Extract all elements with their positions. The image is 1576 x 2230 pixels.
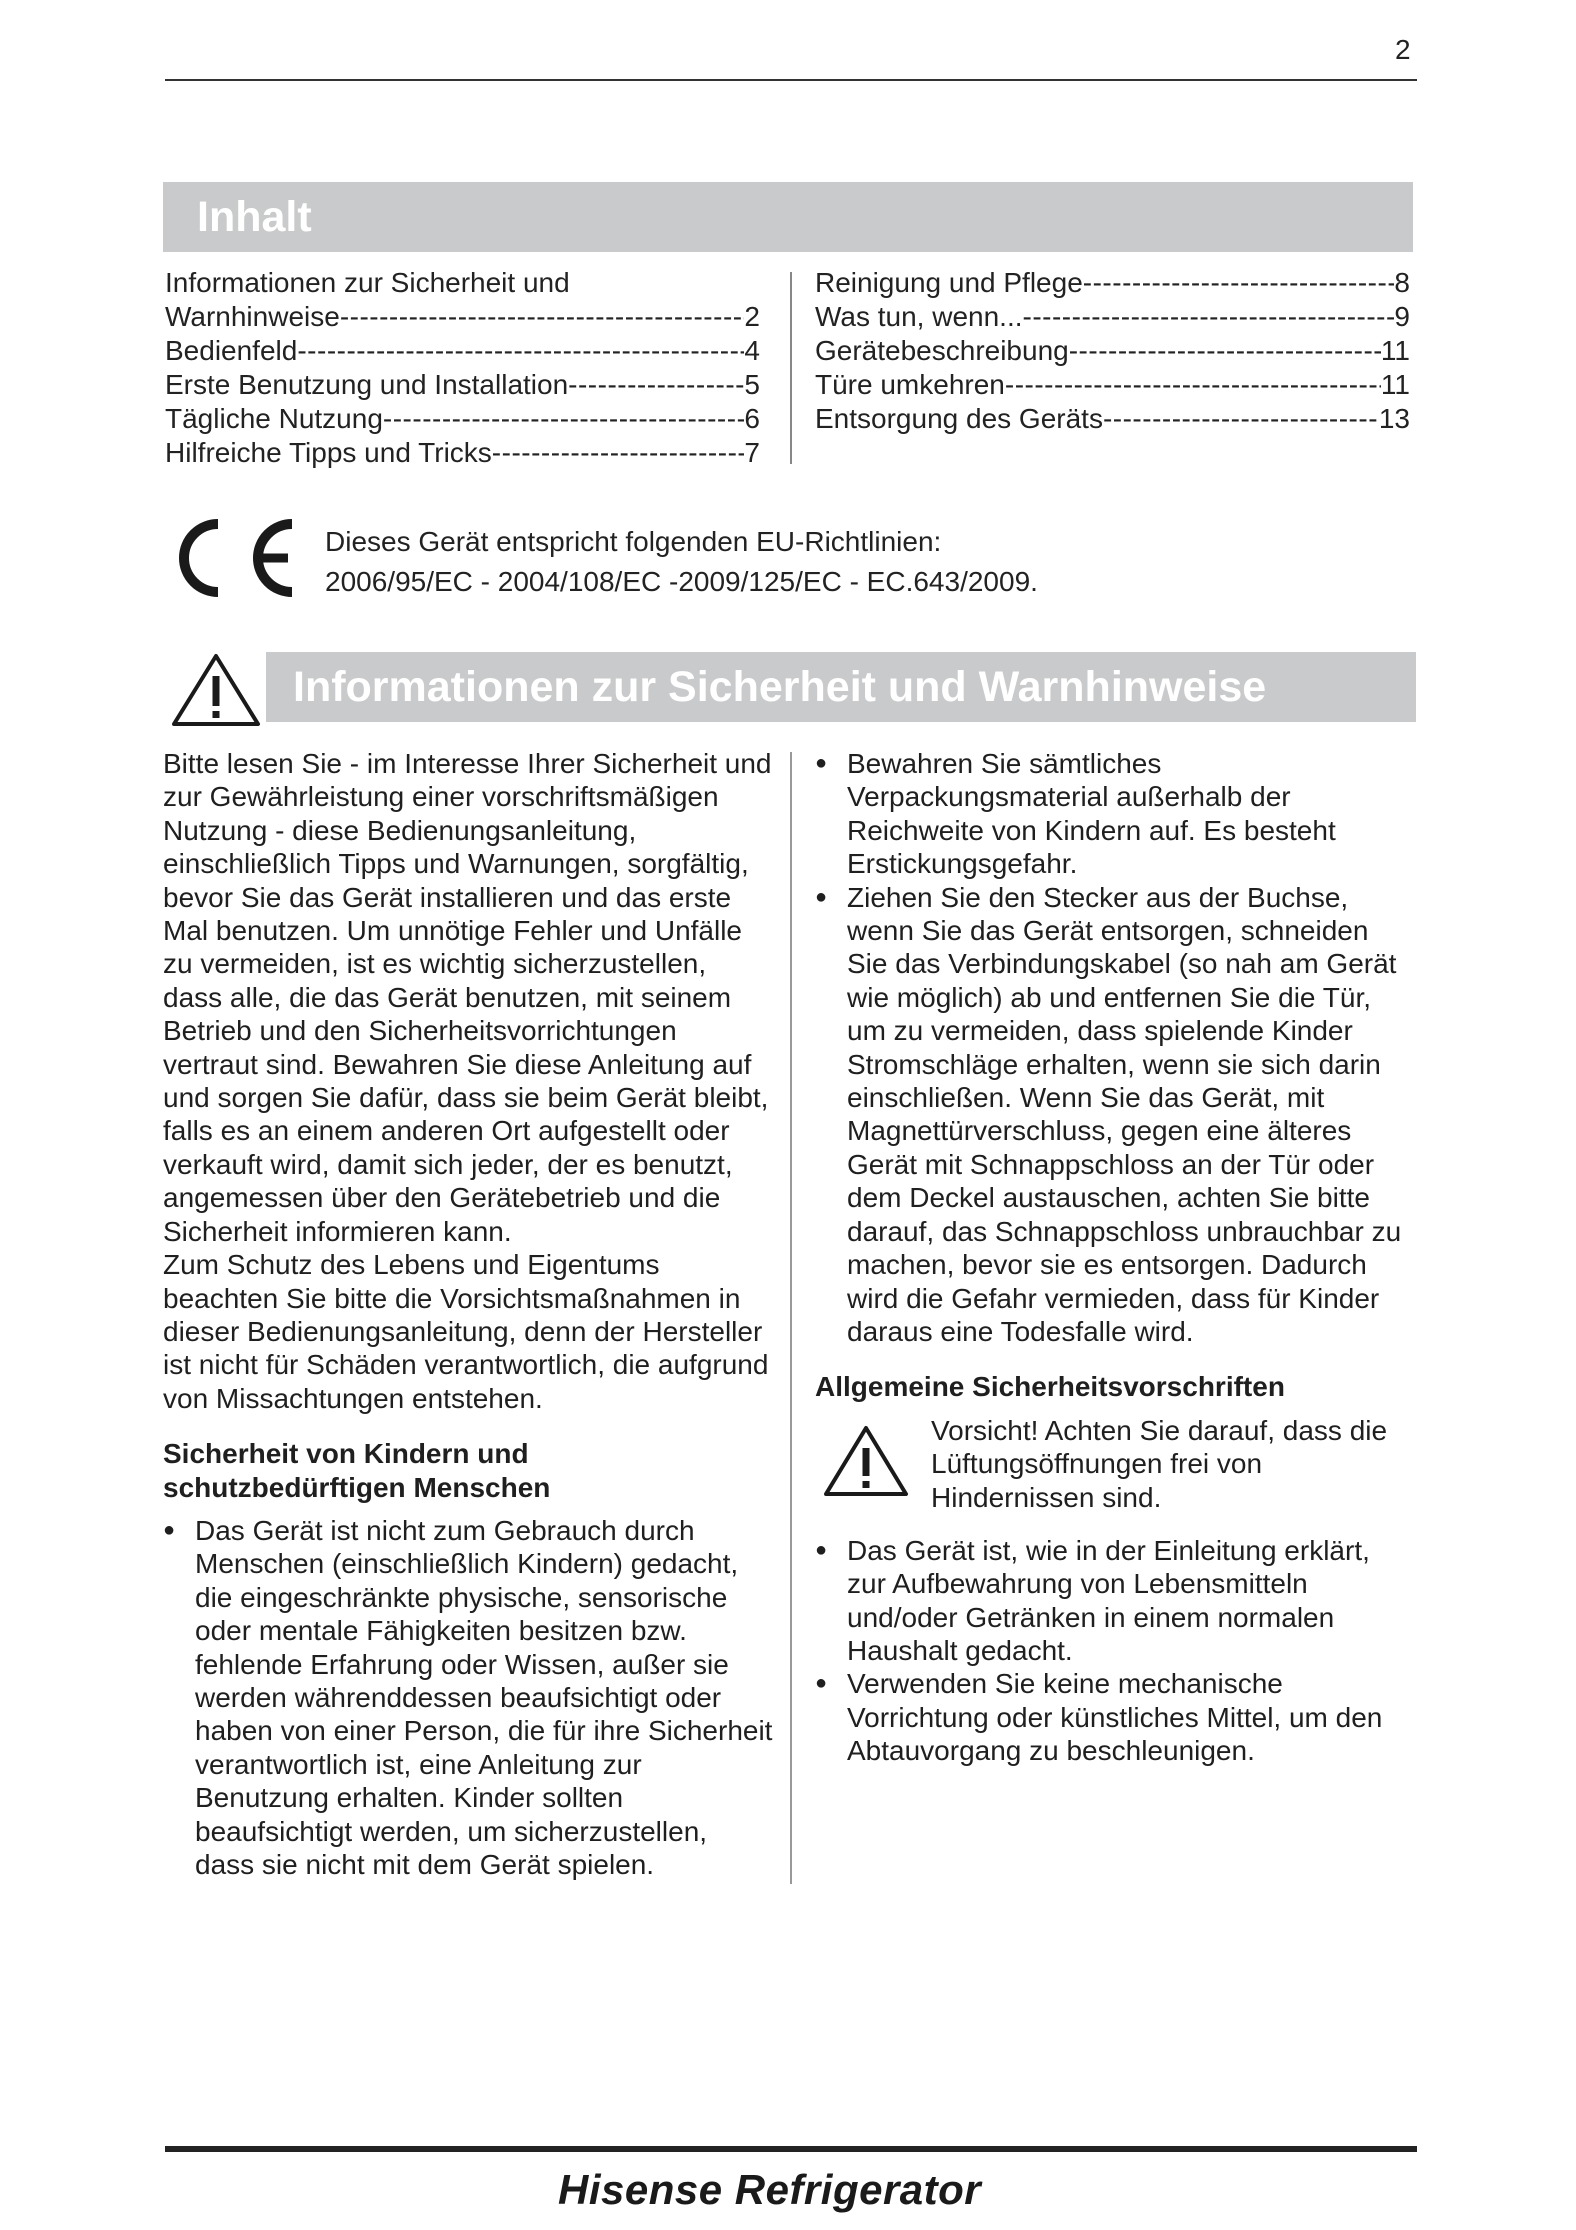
ce-line: Dieses Gerät entspricht folgenden EU-Richtlinien:: [325, 526, 942, 557]
bullet-item: ● Das Gerät ist nicht zum Gebrauch durch Menschen (einschließlich Kindern) gedacht, die eingeschränkte physische, sensorische oder mentale Fähigkeiten besitzen bzw. fehlende Erfahrung oder Wissen, außer sie werden währenddessen beaufsichtigt oder haben von einer Person, die für ihre Sicherheit verantwortlich ist, eine Anleitung zur Benutzung erhalten. Kinder sollten beaufsichtigt werden, um sicherzustellen, dass sie nicht mit dem Gerät spielen.: [163, 1514, 773, 1881]
safety-right-column: [815, 747, 1415, 1768]
toc-entry[interactable]: Hilfreiche Tipps und Tricks ----- 7: [165, 436, 760, 470]
toc-entry[interactable]: Bedienfeld ----- 4: [165, 334, 760, 368]
intro-paragraph: Bitte lesen Sie - im Interesse Ihrer Sicherheit und zur Gewährleistung einer vorschriftsmäßigen Nutzung - diese Bedienungsanleitung, einschließlich Tipps und Warnungen, sorgfältig, bevor Sie das Gerät installieren und das erste Mal benutzen. Um unnötige Fehler und Unfälle zu vermeiden, ist es wichtig sicherzustellen, dass alle, die das Gerät benutzen, mit seinem Betrieb und den Sicherheitsvorrichtungen vertraut sind. Bewahren Sie diese Anleitung auf und sorgen Sie dafür, dass sie beim Gerät bleibt, falls es an einem anderen Ort aufgestellt oder verkauft wird, damit sich jeder, der es benutzt, angemessen über den Gerätebetrieb und die Sicherheit informieren kann.: [163, 748, 772, 1247]
toc-right-column: [815, 266, 1410, 436]
toc-entry[interactable]: Gerätebeschreibung ----- 11: [815, 334, 1410, 368]
bullet-item: ● Ziehen Sie den Stecker aus der Buchse, wenn Sie das Gerät entsorgen, schneiden Sie das Verbindungskabel (so nah am Gerät wie möglich) ab und entfernen Sie die Tür, um zu vermeiden, dass spielende Kinder Stromschläge erhalten, wenn sie sich darin einschließen. Wenn Sie das Gerät, mit Magnettürverschluss, gegen eine älteres Gerät mit Schnappschloss an der Tür oder dem Deckel austauschen, achten Sie bitte darauf, das Schnappschloss unbrauchbar zu machen, bevor sie es entsorgen. Dadurch wird die Gefahr vermieden, dass für Kinder daraus eine Todesfalle wird.: [815, 881, 1415, 1349]
general-safety-heading: Allgemeine Sicherheitsvorschriften: [815, 1371, 1285, 1403]
bullet-item: ● Verwenden Sie keine mechanische Vorrichtung oder künstliches Mittel, um den Abtauvorgang zu beschleunigen.: [815, 1667, 1415, 1767]
bullet-item: ● Das Gerät ist, wie in der Einleitung erklärt, zur Aufbewahrung von Lebensmitteln und/oder Getränken in einem normalen Haushalt gedacht.: [815, 1534, 1415, 1668]
top-rule: [165, 79, 1417, 81]
brand-footer: Hisense Refrigerator: [558, 2166, 982, 2213]
toc-entry[interactable]: Erste Benutzung und Installation ----- 5: [165, 368, 760, 402]
bullet-item: ● Bewahren Sie sämtliches Verpackungsmaterial außerhalb der Reichweite von Kindern auf. Es besteht Erstickungsgefahr.: [815, 747, 1415, 881]
safety-left-column: [163, 747, 773, 1881]
toc-entry[interactable]: Entsorgung des Geräts ----- 13: [815, 402, 1410, 436]
toc-divider: [790, 272, 792, 464]
safety-section-title: Informationen zur Sicherheit und Warnhinweise: [266, 652, 1416, 722]
column-divider: [790, 752, 792, 1884]
page-number: 2: [1395, 34, 1411, 65]
toc-entry[interactable]: Tägliche Nutzung ----- 6: [165, 402, 760, 436]
caution-text: Vorsicht! Achten Sie darauf, dass die Lüftungsöffnungen frei von Hindernissen sind.: [931, 1414, 1388, 1513]
ce-directives: 2006/95/EC - 2004/108/EC -2009/125/EC - EC.643/2009.: [325, 566, 1038, 597]
toc-entry[interactable]: Warnhinweise ----- 2: [165, 300, 760, 334]
ce-declaration: [325, 522, 1038, 602]
toc-entry[interactable]: Informationen zur Sicherheit und: [165, 267, 570, 298]
toc-entry[interactable]: Was tun, wenn... ----- 9: [815, 300, 1410, 334]
children-safety-heading: Sicherheit von Kindern und schutzbedürftigen Menschen: [163, 1438, 551, 1503]
intro-paragraph: Zum Schutz des Lebens und Eigentums beachten Sie bitte die Vorsichtsmaßnahmen in dieser Bedienungsanleitung, denn der Hersteller ist nicht für Schäden verantwortlich, die aufgrund von Missachtungen entstehen.: [163, 1249, 769, 1414]
warning-triangle-icon: [822, 1424, 910, 1498]
toc-left-column: [165, 266, 760, 470]
toc-entry[interactable]: Türe umkehren ----- 11: [815, 368, 1410, 402]
warning-triangle-icon: [170, 652, 262, 728]
footer-rule: [165, 2146, 1417, 2152]
caution-note: [815, 1414, 1415, 1524]
toc-title: Inhalt: [163, 182, 1413, 252]
ce-mark-icon: [162, 510, 298, 606]
toc-entry[interactable]: Reinigung und Pflege ----- 8: [815, 266, 1410, 300]
